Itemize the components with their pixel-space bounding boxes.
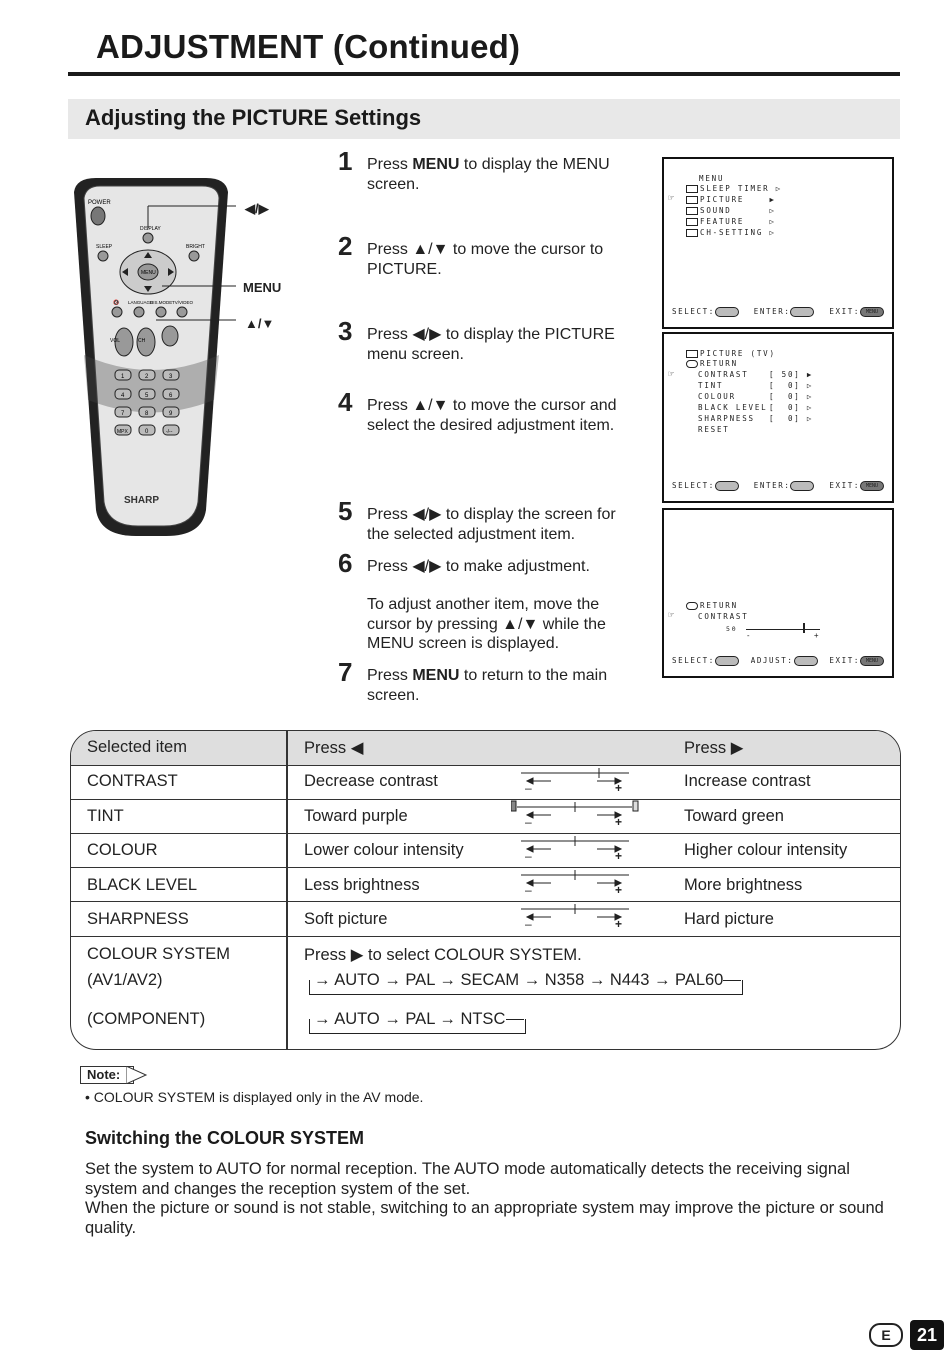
step-7-text: Press MENU to return to the main screen. bbox=[367, 667, 608, 704]
svg-text:9: 9 bbox=[169, 411, 173, 417]
table-header bbox=[71, 731, 900, 766]
switching-paragraph-1: Set the system to AUTO for normal reception. The AUTO mode automatically detects the receiving signal system and changes the reception system of the set. bbox=[85, 1160, 850, 1198]
slider-icon-tint bbox=[511, 801, 638, 829]
colour-system-av: (AV1/AV2) bbox=[87, 971, 163, 989]
power-label: POWER bbox=[88, 200, 111, 206]
menu-item-ch-setting: CH-SETTING ▷ bbox=[686, 228, 776, 237]
row-item-contrast: CONTRAST bbox=[87, 772, 178, 790]
contrast-label: CONTRAST bbox=[698, 612, 749, 621]
tvvideo-label: TV/VIDEO bbox=[172, 300, 194, 305]
row-right-contrast: Increase contrast bbox=[684, 772, 811, 790]
contrast-slider-thumb bbox=[803, 623, 805, 633]
callout-menu: MENU bbox=[243, 280, 282, 295]
step-4-number: 4 bbox=[338, 387, 353, 417]
note-arrow-icon bbox=[126, 1066, 148, 1084]
svg-text:3: 3 bbox=[169, 374, 173, 380]
row-item-black-level: BLACK LEVEL bbox=[87, 876, 198, 894]
bright-label: BRIGHT bbox=[186, 244, 205, 250]
menu-item-sleep-timer: SLEEP TIMER ▷ bbox=[686, 184, 782, 193]
step-2-text: Press ▲/▼ to move the cursor to PICTURE. bbox=[367, 241, 604, 278]
svg-text:–: – bbox=[525, 849, 532, 863]
callout-leftright: ◀/▶ bbox=[245, 201, 269, 216]
svg-text:7: 7 bbox=[121, 411, 125, 417]
step-1-number: 1 bbox=[338, 146, 353, 176]
note-label: Note: bbox=[80, 1066, 134, 1084]
menu-screen bbox=[662, 157, 894, 329]
colour-system-component: (COMPONENT) bbox=[87, 1010, 206, 1028]
row-right-tint: Toward green bbox=[684, 807, 784, 825]
picture-screen-title: PICTURE (TV) bbox=[686, 349, 776, 358]
svg-text:+: + bbox=[615, 849, 623, 863]
menu-item-feature: FEATURE ▷ bbox=[686, 217, 776, 226]
table-row bbox=[71, 901, 900, 937]
step-6-text: Press ◀/▶ to make adjustment. bbox=[367, 558, 590, 575]
language-label: LANGUAGE bbox=[128, 300, 154, 305]
svg-text:–: – bbox=[525, 781, 532, 795]
svg-text:+: + bbox=[615, 917, 623, 931]
svg-text:+: + bbox=[615, 815, 623, 829]
cycle-bracket-component bbox=[309, 1019, 526, 1034]
page-title: ADJUSTMENT (Continued) bbox=[96, 28, 521, 65]
language-badge: E bbox=[869, 1323, 903, 1347]
step-5-text: Press ◀/▶ to display the screen for the selected adjustment item. bbox=[367, 506, 616, 543]
dismode-label: DIS.MODE bbox=[150, 300, 173, 305]
mute-label: 🔇 bbox=[113, 300, 120, 306]
display-label: DISPLAY bbox=[140, 226, 161, 232]
row-right-colour: Higher colour intensity bbox=[684, 841, 848, 859]
slider-icons bbox=[511, 765, 641, 937]
contrast-minus: - bbox=[746, 631, 753, 640]
switching-title: Switching the COLOUR SYSTEM bbox=[85, 1128, 365, 1148]
contrast-screen bbox=[662, 508, 894, 678]
picture-row-colour: COLOUR bbox=[698, 392, 736, 401]
picture-row-sharpness-value: [ 0] ▷ bbox=[769, 414, 814, 423]
ch-label: CH bbox=[138, 338, 146, 344]
step-4-text: Press ▲/▼ to move the cursor and select the desired adjustment item. bbox=[367, 397, 617, 434]
section-title: Adjusting the PICTURE Settings bbox=[85, 105, 422, 130]
vol-label: VOL bbox=[110, 338, 121, 344]
row-left-sharpness: Soft picture bbox=[304, 910, 388, 928]
hand-cursor-icon: ☞ bbox=[668, 369, 676, 380]
colour-system-sequence-component: → AUTO → PAL → NTSC bbox=[314, 1010, 506, 1028]
header-selected-item: Selected item bbox=[87, 738, 187, 756]
contrast-screen-footer: SELECT: ADJUST: EXIT: MENU bbox=[672, 656, 884, 666]
picture-row-sharpness: SHARPNESS bbox=[698, 414, 755, 423]
svg-text:+: + bbox=[615, 883, 623, 897]
step-3-text: Press ◀/▶ to display the PICTURE menu screen. bbox=[367, 326, 615, 363]
picture-row-tint-value: [ 0] ▷ bbox=[769, 381, 814, 390]
picture-return: RETURN bbox=[686, 359, 738, 368]
svg-text:1: 1 bbox=[121, 374, 125, 380]
page-number: 21 bbox=[910, 1320, 944, 1350]
cycle-bracket-component-tail bbox=[506, 1019, 524, 1020]
menu-screen-footer: SELECT: ENTER: EXIT: MENU bbox=[672, 307, 884, 317]
row-item-colour: COLOUR bbox=[87, 841, 158, 859]
slider-icon-contrast bbox=[521, 768, 629, 795]
step-2-number: 2 bbox=[338, 231, 353, 261]
picture-screen-footer: SELECT: ENTER: EXIT: MENU bbox=[672, 481, 884, 491]
contrast-value: 50 bbox=[726, 625, 738, 633]
picture-row-contrast: CONTRAST bbox=[698, 370, 749, 379]
svg-text:4: 4 bbox=[121, 393, 125, 399]
svg-text:-/--: -/-- bbox=[166, 429, 173, 435]
brand-logo: SHARP bbox=[124, 495, 160, 506]
contrast-return: RETURN bbox=[686, 601, 738, 610]
picture-row-black-level: BLACK LEVEL bbox=[698, 403, 768, 412]
row-left-contrast: Decrease contrast bbox=[304, 772, 438, 790]
title-rule bbox=[68, 72, 900, 76]
svg-text:–: – bbox=[525, 917, 532, 931]
row-left-black-level: Less brightness bbox=[304, 876, 420, 894]
row-item-tint: TINT bbox=[87, 807, 124, 825]
picture-row-black-level-value: [ 0] ▷ bbox=[769, 403, 814, 412]
svg-text:MPX: MPX bbox=[117, 429, 128, 435]
svg-text:6: 6 bbox=[169, 393, 173, 399]
step-3-number: 3 bbox=[338, 316, 353, 346]
step-7-number: 7 bbox=[338, 657, 353, 687]
hand-cursor-icon: ☞ bbox=[668, 610, 676, 621]
contrast-plus: + bbox=[814, 631, 821, 640]
step-6-number: 6 bbox=[338, 548, 353, 578]
note-text: • COLOUR SYSTEM is displayed only in the AV mode. bbox=[85, 1089, 424, 1105]
header-press-left: Press ◀ bbox=[304, 739, 364, 757]
contrast-slider-track bbox=[746, 629, 820, 630]
svg-text:–: – bbox=[525, 815, 532, 829]
picture-screen bbox=[662, 332, 894, 503]
svg-text:8: 8 bbox=[145, 411, 149, 417]
menu-item-picture: PICTURE ▶ bbox=[686, 195, 776, 204]
colour-system-sequence-av: → AUTO → PAL → SECAM → N358 → N443 → PAL60 bbox=[314, 971, 724, 989]
row-left-colour: Lower colour intensity bbox=[304, 841, 464, 859]
hand-cursor-icon: ☞ bbox=[668, 193, 676, 204]
step-1-text: Press MENU to display the MENU screen. bbox=[367, 156, 610, 193]
step-5-number: 5 bbox=[338, 496, 353, 526]
picture-row-colour-value: [ 0] ▷ bbox=[769, 392, 814, 401]
sleep-label: SLEEP bbox=[96, 244, 113, 250]
slider-icon-colour bbox=[521, 836, 629, 863]
svg-text:–: – bbox=[525, 883, 532, 897]
colour-system-instruction: Press ▶ to select COLOUR SYSTEM. bbox=[304, 946, 582, 964]
svg-text:2: 2 bbox=[145, 374, 149, 380]
menu-screen-title: MENU bbox=[699, 174, 725, 183]
row-item-colour-system: COLOUR SYSTEM bbox=[87, 945, 231, 963]
row-left-tint: Toward purple bbox=[304, 807, 408, 825]
header-press-right: Press ▶ bbox=[684, 739, 744, 757]
step-6-extra-text: To adjust another item, move the cursor by pressing ▲/▼ while the MENU screen is displayed. bbox=[367, 596, 606, 652]
svg-text:+: + bbox=[615, 781, 623, 795]
picture-row-tint: TINT bbox=[698, 381, 724, 390]
menu-item-sound: SOUND ▷ bbox=[686, 206, 776, 215]
menu-key-label: MENU bbox=[141, 270, 156, 276]
row-right-sharpness: Hard picture bbox=[684, 910, 774, 928]
picture-row-contrast-value: [ 50] ▶ bbox=[769, 370, 814, 379]
svg-text:5: 5 bbox=[145, 393, 149, 399]
cycle-bracket-av bbox=[309, 980, 743, 995]
slider-icon-black-level bbox=[521, 870, 629, 897]
adjustment-table bbox=[70, 730, 901, 1050]
row-item-sharpness: SHARPNESS bbox=[87, 910, 189, 928]
cycle-bracket-av-tail bbox=[723, 980, 741, 981]
picture-row-reset: RESET bbox=[698, 425, 730, 434]
row-right-black-level: More brightness bbox=[684, 876, 803, 894]
callout-updown: ▲/▼ bbox=[245, 316, 275, 331]
switching-paragraph-2: When the picture or sound is not stable, switching to an appropriate system may improve the picture or sound quality. bbox=[85, 1199, 884, 1237]
svg-text:0: 0 bbox=[145, 429, 149, 435]
slider-icon-sharpness bbox=[521, 904, 629, 931]
remote-control-illustration bbox=[66, 170, 236, 540]
